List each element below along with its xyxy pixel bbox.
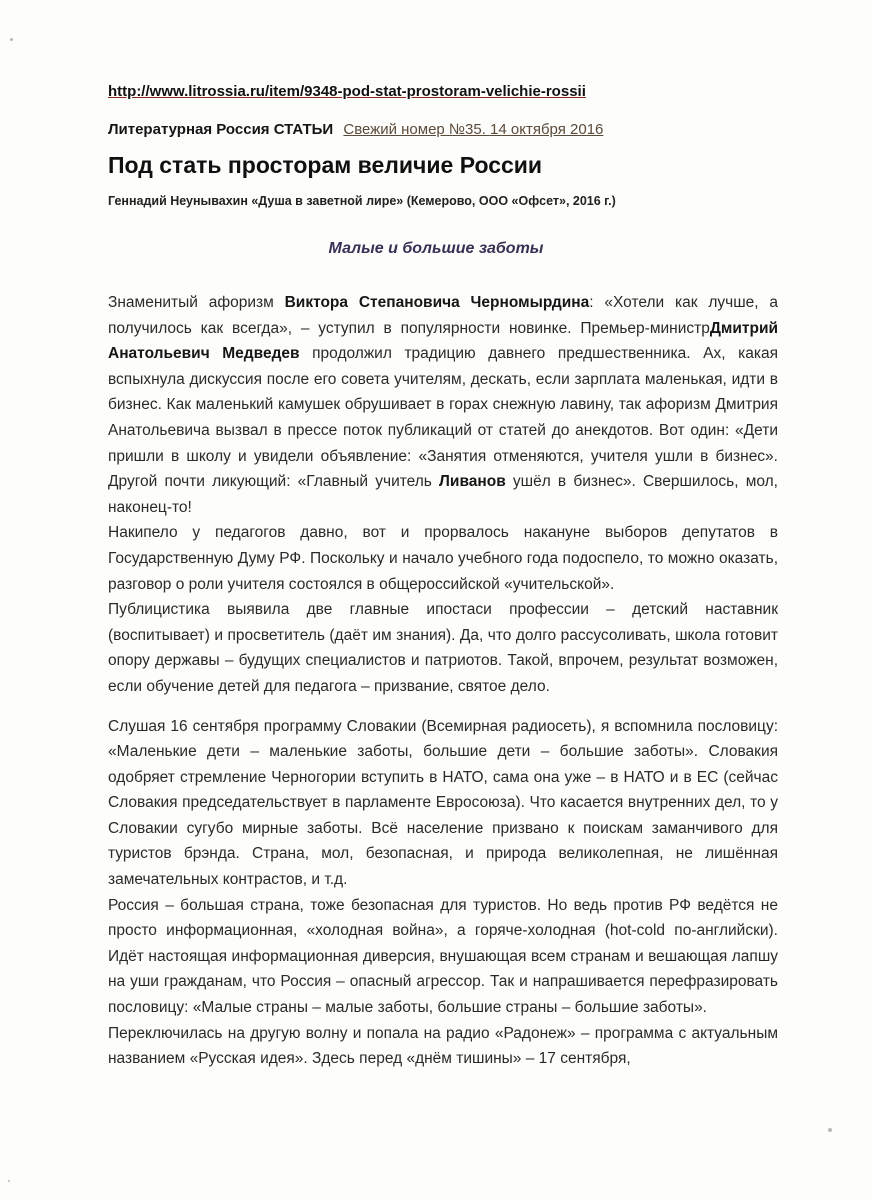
bold-name: Ливанов [439, 473, 506, 491]
paragraph-text: Россия – большая страна, тоже безопасная для туристов. Но ведь против РФ ведётся не просто информационная, «холодная война», а горяче-холодная (hot-cold по-английски). Идёт настоящая информационная диверсия, внушающая всем странам и вешающая лапшу на уши гражданам, что Россия – опасный агрессор. Так и напрашивается перефразировать пословицу: «Малые страны – малые заботы, большие страны – большие заботы». [108, 896, 778, 1017]
paragraph-text: ушёл в бизнес». Свершилось, мол, наконец-то! [108, 473, 778, 516]
article-body [108, 290, 778, 1072]
paragraph-text: Слушая 16 сентября программу Словакии (Всемирная радиосеть), я вспомнила пословицу: «Маленькие дети – маленькие заботы, большие дети – большие заботы». Словакия одобряет стремление Черногории вступить в НАТО, сама она уже – в НАТО и в ЕС (сейчас Словакия председательствует в парламенте Евросоюза). Что касается внутренних дел, то у Словакии сугубо мирные заботы. Всё население призвано к поискам заманчивого для туристов брэнда. Страна, мол, безопасная, и природа великолепная, не лишённая замечательных контрастов, и т.д. [108, 717, 778, 889]
article-title: Под стать просторам величие России [108, 152, 543, 178]
paragraph-text: Накипело у педагогов давно, вот и прорвалось накануне выборов депутатов в Государственную Думу РФ. Поскольку и начало учебного года подоспело, то можно оказать, разговор о роли учителя состоялся в общероссийской «учительской». [108, 524, 778, 593]
paragraph-text: Публицистика выявила две главные ипостаси профессии – детский наставник (воспитывает) и просветитель (даёт им знания). Да, что долго рассусоливать, школа готовит опору державы – будущих специалистов и патриотов. Такой, впрочем, результат возможен, если обучение детей для педагога – призвание, святое дело. [108, 601, 778, 695]
paragraph-text: Знаменитый афоризм [108, 294, 285, 311]
paragraph [108, 893, 778, 1021]
bold-name: Дмитрий Анатольевич Медведев [108, 319, 778, 363]
paragraph-text: Переключилась на другую волну и попала на радио «Радонеж» – программа с актуальным названием «Русская идея». Здесь перед «днём тишины» – 17 сентября, [108, 1024, 778, 1068]
paragraph [108, 1021, 778, 1072]
paragraph-text: продолжил традицию давнего предшественника. Ах, какая вспыхнула дискуссия после его совета учителям, дескать, если зарплата маленькая, идти в бизнес. Как маленький камушек обрушивает в горах снежную лавину, так афоризм Дмитрия Анатольевича вызвал в прессе поток публикаций от статей до анекдотов. Вот один: «Дети пришли в школу и увидели объявление: «Занятия отменяются, учителя ушли в бизнес». Другой почти ликующий: «Главный учитель [108, 345, 778, 491]
source-line [108, 121, 603, 138]
paragraph [108, 714, 778, 893]
paragraph [108, 290, 778, 520]
publication-name: Литературная Россия СТАТЬИ [108, 121, 334, 138]
issue-link[interactable]: Свежий номер №35. 14 октября 2016 [343, 121, 604, 138]
article-subtitle: Малые и большие заботы [328, 240, 544, 257]
paragraph [108, 597, 778, 699]
bold-name: Виктора Степановича Черномырдина [284, 294, 590, 311]
paragraph-text: : «Хотели как лучше, а получилось как всегда», – уступил в популярности новинке. Премьер-министр [108, 294, 778, 337]
article-url[interactable]: http://www.litrossia.ru/item/9348-pod-stat-prostoram-velichie-rossii [108, 83, 586, 100]
article-byline: Геннадий Неунывахин «Душа в заветной лире» (Кемерово, ООО «Офсет», 2016 г.) [108, 194, 616, 208]
paragraph [108, 520, 778, 597]
